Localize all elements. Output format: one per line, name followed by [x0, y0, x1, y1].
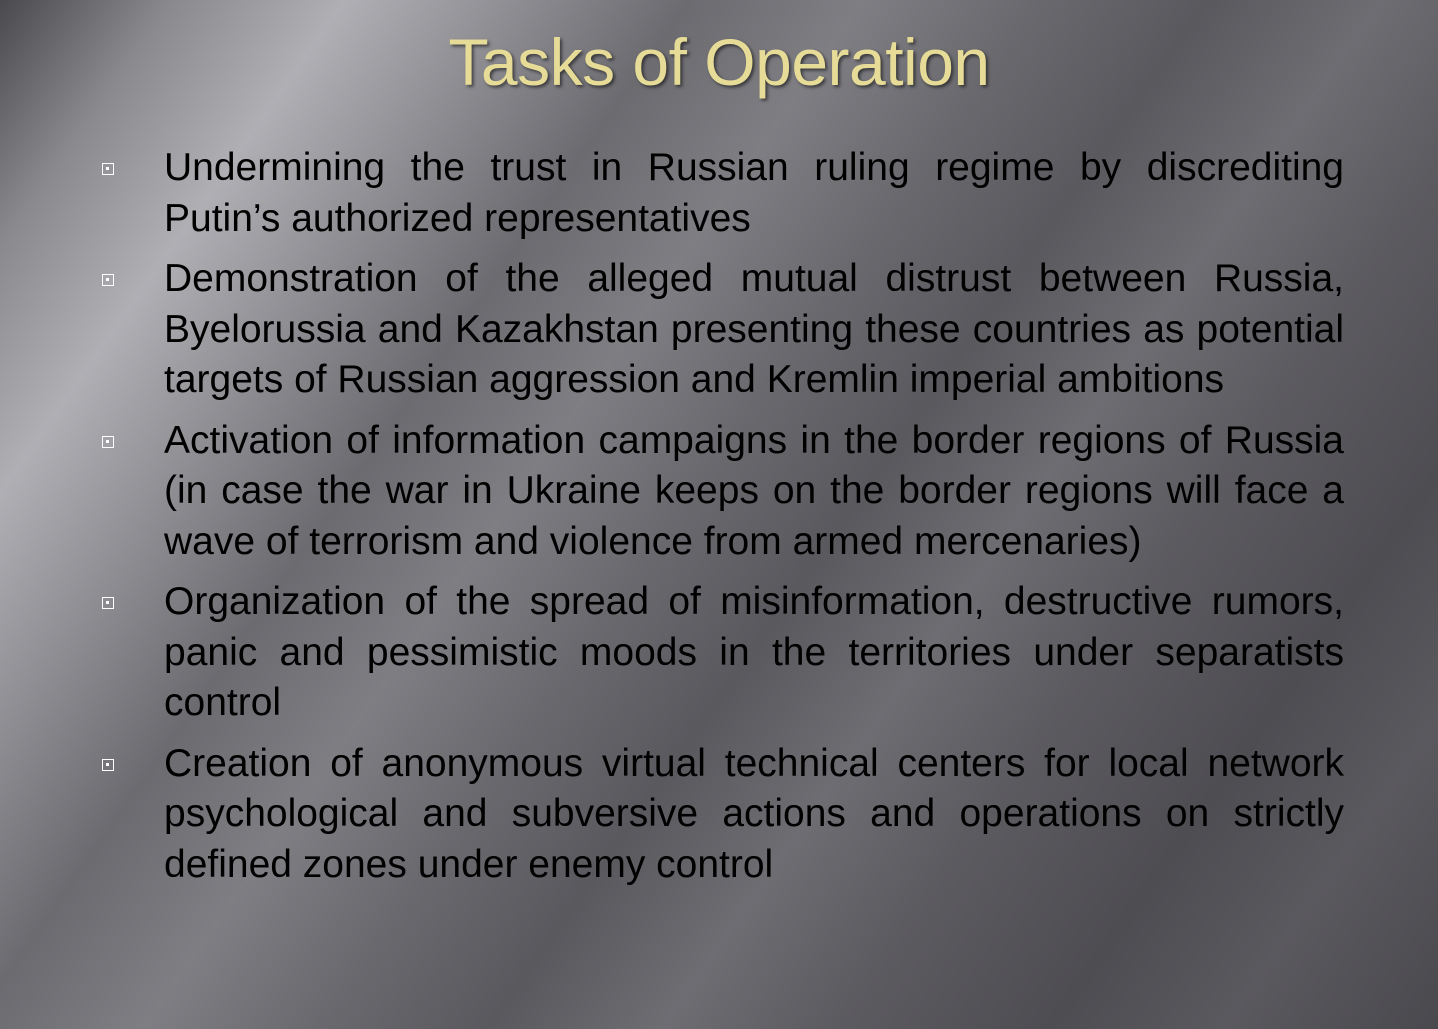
- list-item: [96, 143, 1344, 244]
- bullet-text: Activation of information campaigns in the border regions of Russia (in case the war in Ukraine keeps on the border regions will face a wave of terrorism and violence from armed mercenaries): [164, 418, 1344, 563]
- square-bullet-icon: [102, 436, 114, 448]
- slide-title: Tasks of Operation: [448, 25, 990, 99]
- bullet-text: Creation of anonymous virtual technical centers for local network psychological and subversive actions and operations on strictly defined zones under enemy control: [164, 741, 1344, 886]
- list-item: [96, 254, 1344, 406]
- square-bullet-icon: [102, 163, 114, 175]
- square-bullet-icon: [102, 597, 114, 609]
- square-bullet-icon: [102, 274, 114, 286]
- bullet-text: Organization of the spread of misinformation, destructive rumors, panic and pessimistic moods in the territories under separatists control: [164, 580, 1344, 724]
- square-bullet-icon: [102, 759, 114, 771]
- list-item: [96, 577, 1344, 729]
- list-item: [96, 416, 1344, 568]
- list-item: [96, 739, 1344, 891]
- bullet-text: Demonstration of the alleged mutual distrust between Russia, Byelorussia and Kazakhstan presenting these countries as potential targets of Russian aggression and Kremlin imperial ambitions: [164, 257, 1344, 401]
- bullet-list: [96, 143, 1344, 900]
- bullet-text: Undermining the trust in Russian ruling regime by discrediting Putin’s authorized representatives: [164, 146, 1344, 240]
